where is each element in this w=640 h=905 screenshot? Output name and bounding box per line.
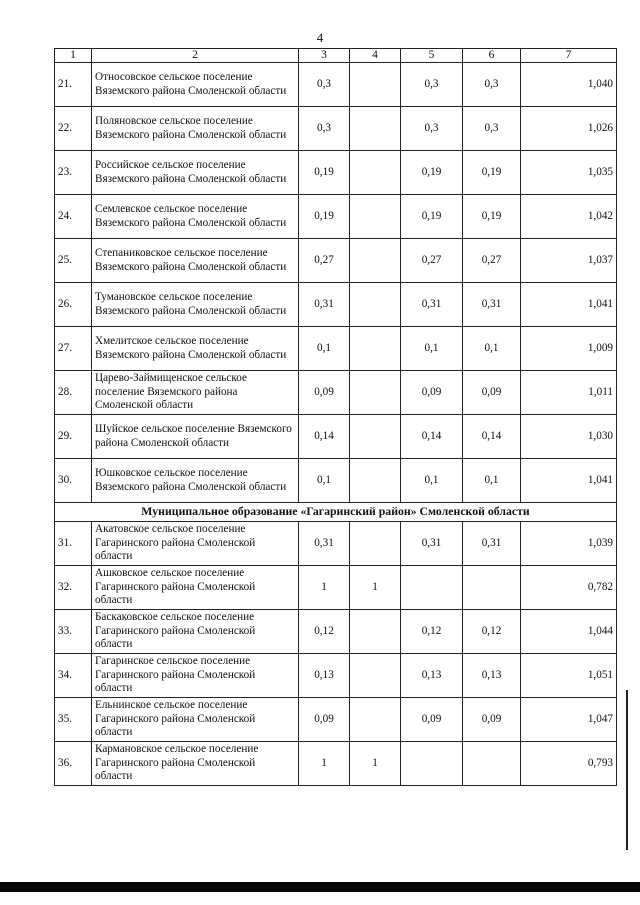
settlement-name: Акатовское сельское поселение Гагаринского района Смоленской области xyxy=(92,522,299,566)
col5-value: 0,3 xyxy=(401,107,463,151)
row-number: 29. xyxy=(55,415,92,459)
col7-value: 1,041 xyxy=(521,459,617,503)
table-row xyxy=(55,698,617,742)
col4-value xyxy=(350,151,401,195)
col7-value: 1,041 xyxy=(521,283,617,327)
col5-value: 0,3 xyxy=(401,63,463,107)
col3-value: 0,09 xyxy=(299,371,350,415)
col3-value: 0,3 xyxy=(299,107,350,151)
column-header: 1 xyxy=(55,49,92,63)
col7-value: 1,009 xyxy=(521,327,617,371)
settlement-name: Российское сельское поселение Вяземского района Смоленской области xyxy=(92,151,299,195)
row-number: 36. xyxy=(55,742,92,786)
col4-value xyxy=(350,654,401,698)
col7-value: 1,026 xyxy=(521,107,617,151)
settlement-name: Семлевское сельское поселение Вяземского района Смоленской области xyxy=(92,195,299,239)
col7-value: 1,030 xyxy=(521,415,617,459)
row-number: 28. xyxy=(55,371,92,415)
table-row xyxy=(55,107,617,151)
col6-value: 0,3 xyxy=(463,107,521,151)
settlement-name: Поляновское сельское поселение Вяземского района Смоленской области xyxy=(92,107,299,151)
column-header-row xyxy=(55,49,617,63)
table-row xyxy=(55,195,617,239)
col7-value: 1,011 xyxy=(521,371,617,415)
col5-value: 0,09 xyxy=(401,371,463,415)
table-row xyxy=(55,522,617,566)
col4-value xyxy=(350,459,401,503)
col3-value: 0,31 xyxy=(299,522,350,566)
settlement-name: Ашковское сельское поселение Гагаринского района Смоленской области xyxy=(92,566,299,610)
col4-value: 1 xyxy=(350,566,401,610)
settlement-name: Шуйское сельское поселение Вяземского района Смоленской области xyxy=(92,415,299,459)
col4-value xyxy=(350,195,401,239)
col4-value xyxy=(350,415,401,459)
table-row xyxy=(55,742,617,786)
col6-value: 0,13 xyxy=(463,654,521,698)
col6-value xyxy=(463,742,521,786)
section-header-row xyxy=(55,503,617,522)
table-row xyxy=(55,415,617,459)
table-row xyxy=(55,63,617,107)
settlement-name: Хмелитское сельское поселение Вяземского района Смоленской области xyxy=(92,327,299,371)
col6-value: 0,1 xyxy=(463,327,521,371)
col6-value xyxy=(463,566,521,610)
col3-value: 0,19 xyxy=(299,195,350,239)
row-number: 21. xyxy=(55,63,92,107)
column-header: 7 xyxy=(521,49,617,63)
column-header: 2 xyxy=(92,49,299,63)
col3-value: 0,1 xyxy=(299,327,350,371)
col4-value xyxy=(350,522,401,566)
col6-value: 0,27 xyxy=(463,239,521,283)
col5-value: 0,12 xyxy=(401,610,463,654)
col7-value: 1,039 xyxy=(521,522,617,566)
col7-value: 1,047 xyxy=(521,698,617,742)
col6-value: 0,1 xyxy=(463,459,521,503)
row-number: 24. xyxy=(55,195,92,239)
col4-value xyxy=(350,107,401,151)
col4-value: 1 xyxy=(350,742,401,786)
table-row xyxy=(55,459,617,503)
row-number: 31. xyxy=(55,522,92,566)
col4-value xyxy=(350,371,401,415)
row-number: 27. xyxy=(55,327,92,371)
settlement-name: Ельнинское сельское поселение Гагаринского района Смоленской области xyxy=(92,698,299,742)
col4-value xyxy=(350,63,401,107)
col5-value: 0,14 xyxy=(401,415,463,459)
col3-value: 0,1 xyxy=(299,459,350,503)
col3-value: 1 xyxy=(299,742,350,786)
col6-value: 0,12 xyxy=(463,610,521,654)
col6-value: 0,19 xyxy=(463,151,521,195)
row-number: 34. xyxy=(55,654,92,698)
row-number: 26. xyxy=(55,283,92,327)
table-row xyxy=(55,151,617,195)
row-number: 23. xyxy=(55,151,92,195)
col3-value: 1 xyxy=(299,566,350,610)
col5-value: 0,09 xyxy=(401,698,463,742)
col7-value: 1,040 xyxy=(521,63,617,107)
document-table xyxy=(54,48,617,786)
settlement-name: Баскаковское сельское поселение Гагаринского района Смоленской области xyxy=(92,610,299,654)
col3-value: 0,09 xyxy=(299,698,350,742)
col5-value: 0,31 xyxy=(401,522,463,566)
col3-value: 0,19 xyxy=(299,151,350,195)
col6-value: 0,19 xyxy=(463,195,521,239)
col4-value xyxy=(350,239,401,283)
table-row xyxy=(55,566,617,610)
settlement-name: Кармановское сельское поселение Гагаринского района Смоленской области xyxy=(92,742,299,786)
col3-value: 0,31 xyxy=(299,283,350,327)
col4-value xyxy=(350,610,401,654)
col5-value: 0,1 xyxy=(401,327,463,371)
col7-value: 1,042 xyxy=(521,195,617,239)
page-number: 4 xyxy=(316,30,324,45)
settlement-name: Юшковское сельское поселение Вяземского района Смоленской области xyxy=(92,459,299,503)
col6-value: 0,09 xyxy=(463,698,521,742)
col4-value xyxy=(350,283,401,327)
column-header: 3 xyxy=(299,49,350,63)
table-row xyxy=(55,283,617,327)
col4-value xyxy=(350,698,401,742)
col5-value xyxy=(401,742,463,786)
settlement-name: Царево-Займищенское сельское поселение Вяземского района Смоленской области xyxy=(92,371,299,415)
settlement-name: Гагаринское сельское поселение Гагаринского района Смоленской области xyxy=(92,654,299,698)
settlement-name: Тумановское сельское поселение Вяземского района Смоленской области xyxy=(92,283,299,327)
col3-value: 0,14 xyxy=(299,415,350,459)
col6-value: 0,31 xyxy=(463,283,521,327)
col4-value xyxy=(350,327,401,371)
col3-value: 0,13 xyxy=(299,654,350,698)
col7-value: 1,035 xyxy=(521,151,617,195)
col5-value: 0,27 xyxy=(401,239,463,283)
col3-value: 0,27 xyxy=(299,239,350,283)
row-number: 30. xyxy=(55,459,92,503)
scan-bottom-bar xyxy=(0,882,640,892)
col5-value: 0,13 xyxy=(401,654,463,698)
col6-value: 0,09 xyxy=(463,371,521,415)
row-number: 22. xyxy=(55,107,92,151)
col6-value: 0,3 xyxy=(463,63,521,107)
section-title: Муниципальное образование «Гагаринский район» Смоленской области xyxy=(55,503,617,522)
col7-value: 1,037 xyxy=(521,239,617,283)
col3-value: 0,12 xyxy=(299,610,350,654)
col7-value: 0,793 xyxy=(521,742,617,786)
table-row xyxy=(55,654,617,698)
settlement-name: Степаниковское сельское поселение Вяземского района Смоленской области xyxy=(92,239,299,283)
table-row xyxy=(55,371,617,415)
col5-value: 0,1 xyxy=(401,459,463,503)
settlement-name: Относовское сельское поселение Вяземского района Смоленской области xyxy=(92,63,299,107)
col5-value: 0,19 xyxy=(401,195,463,239)
col5-value: 0,31 xyxy=(401,283,463,327)
col3-value: 0,3 xyxy=(299,63,350,107)
row-number: 35. xyxy=(55,698,92,742)
col6-value: 0,14 xyxy=(463,415,521,459)
column-header: 5 xyxy=(401,49,463,63)
col7-value: 1,044 xyxy=(521,610,617,654)
table-row xyxy=(55,239,617,283)
column-header: 4 xyxy=(350,49,401,63)
col7-value: 1,051 xyxy=(521,654,617,698)
table-row xyxy=(55,610,617,654)
col5-value xyxy=(401,566,463,610)
column-header: 6 xyxy=(463,49,521,63)
col7-value: 0,782 xyxy=(521,566,617,610)
row-number: 25. xyxy=(55,239,92,283)
col5-value: 0,19 xyxy=(401,151,463,195)
row-number: 33. xyxy=(55,610,92,654)
col6-value: 0,31 xyxy=(463,522,521,566)
row-number: 32. xyxy=(55,566,92,610)
scan-edge-mark xyxy=(626,690,628,850)
table-row xyxy=(55,327,617,371)
